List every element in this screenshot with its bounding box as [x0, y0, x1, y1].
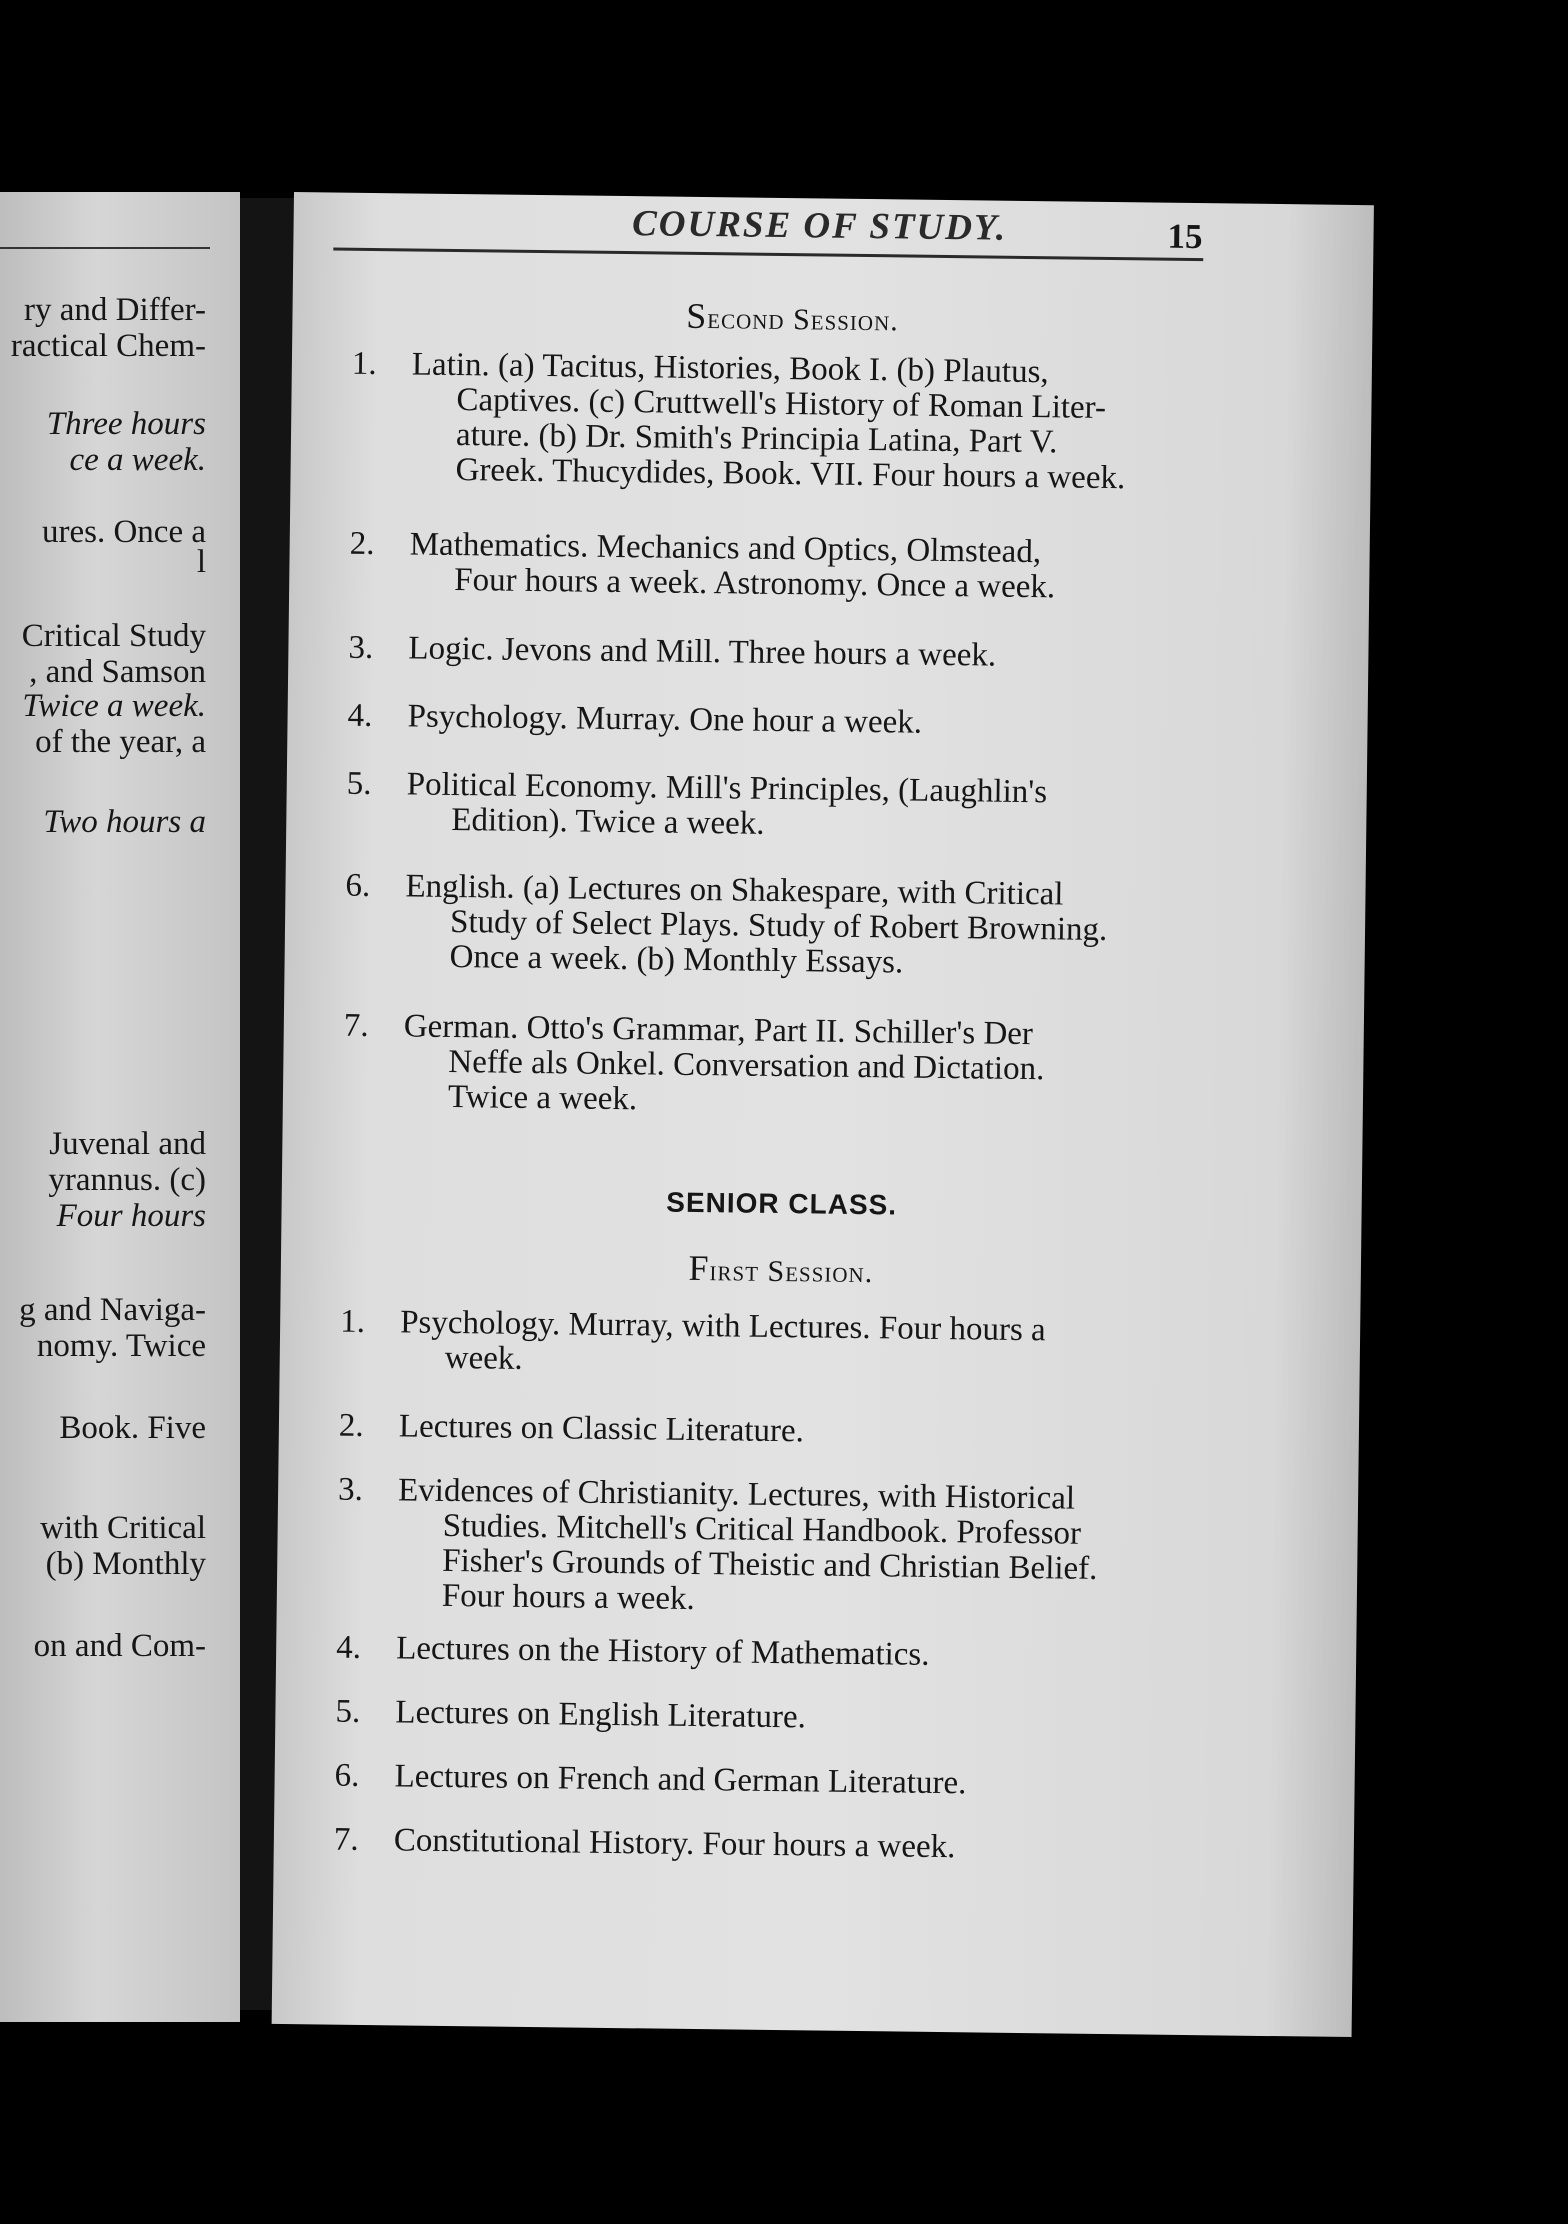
item-line: Fisher's Grounds of Theistic and Christian Belief.: [442, 1542, 1098, 1587]
list-item: [339, 1409, 1199, 1455]
item-first-line: Latin. (a) Tacitus, Histories, Book I. (b) Plautus,: [411, 346, 1049, 391]
item-first-line: Lectures on the History of Mathematics.: [395, 1630, 930, 1673]
header-rule: [333, 247, 1203, 261]
item-first-line: Lectures on French and German Literature.: [394, 1758, 967, 1802]
item-first-line: Lectures on English Literature.: [395, 1694, 807, 1736]
item-first-line: Logic. Jevons and Mill. Three hours a week.: [408, 630, 997, 674]
list-item: [334, 1823, 1194, 1869]
item-line: Four hours a week. Astronomy. Once a week.: [454, 561, 1056, 606]
item-line: Studies. Mitchell's Critical Handbook. Professor: [442, 1507, 1082, 1552]
left-line: , and Samson: [29, 654, 206, 690]
item-number: 3.: [337, 1471, 364, 1508]
item-first-line: Lectures on Classic Literature.: [398, 1408, 805, 1450]
item-line: week.: [444, 1339, 523, 1377]
item-first-line: Evidences of Christianity. Lectures, with Historical: [397, 1472, 1076, 1517]
item-number: 2.: [349, 525, 375, 563]
item-number: 2.: [338, 1407, 364, 1444]
item-first-line: Psychology. Murray, with Lectures. Four hours a: [399, 1304, 1046, 1349]
left-line: Juvenal and: [49, 1126, 206, 1162]
list-item: [349, 527, 1210, 608]
item-line: Greek. Thucydides, Book. VII. Four hours a week.: [455, 451, 1126, 497]
item-number: 5.: [335, 1693, 361, 1730]
item-line: Study of Select Plays. Study of Robert Browning.: [449, 903, 1108, 948]
item-first-line: Mathematics. Mechanics and Optics, Olmstead,: [409, 526, 1042, 571]
left-line: ures. Once a: [41, 514, 206, 550]
item-first-line: English. (a) Lectures on Shakespare, with Critical: [405, 868, 1064, 913]
list-item: [335, 1695, 1195, 1741]
list-item: [348, 631, 1208, 677]
second-session-heading: Second Session.: [685, 295, 899, 338]
left-line: with Critical: [40, 1510, 206, 1546]
item-first-line: Constitutional History. Four hours a week.: [393, 1822, 956, 1866]
list-item: [344, 869, 1205, 984]
list-item: [337, 1473, 1199, 1623]
list-item: [346, 767, 1207, 848]
left-line: on and Com-: [33, 1628, 206, 1664]
running-head: COURSE OF STUDY.: [631, 203, 1008, 249]
item-number: 7.: [343, 1007, 369, 1044]
left-line: Book. Five: [59, 1410, 206, 1446]
item-line: Four hours a week.: [441, 1577, 696, 1618]
item-number: 4.: [347, 697, 373, 734]
left-page-rule: [0, 247, 210, 249]
page-number: 15: [1167, 216, 1203, 257]
left-line: yrannus. (c): [48, 1162, 206, 1198]
item-number: 7.: [333, 1821, 359, 1858]
item-number: 4.: [335, 1629, 362, 1666]
item-line: Captives. (c) Cruttwell's History of Roman Liter-: [456, 382, 1107, 426]
left-line: Four hours: [56, 1198, 206, 1234]
senior-class-heading: SENIOR CLASS.: [666, 1186, 898, 1221]
first-session-heading: First Session.: [688, 1247, 874, 1290]
list-item: [343, 1009, 1204, 1124]
left-line: ractical Chem-: [10, 328, 206, 364]
item-line: Neffe als Onkel. Conversation and Dictation.: [448, 1043, 1045, 1088]
right-page: [272, 192, 1374, 2037]
item-number: 3.: [348, 629, 374, 667]
list-item: [334, 1759, 1194, 1805]
left-line: of the year, a: [35, 724, 206, 760]
list-item: [347, 699, 1207, 745]
left-line: Critical Study: [21, 618, 206, 654]
item-line: Twice a week.: [447, 1078, 638, 1118]
left-line: g and Naviga-: [19, 1292, 206, 1328]
left-line: Three hours: [46, 406, 206, 442]
left-line: (b) Monthly: [45, 1546, 206, 1582]
list-item: [350, 347, 1212, 497]
left-line: Two hours a: [43, 804, 206, 840]
item-number: 5.: [346, 765, 372, 802]
list-item: [340, 1305, 1201, 1386]
item-line: ature. (b) Dr. Smith's Principia Latina, Part V.: [455, 416, 1058, 461]
item-line: Edition). Twice a week.: [451, 801, 765, 842]
item-first-line: German. Otto's Grammar, Part II. Schiller's Der: [403, 1008, 1034, 1053]
left-line: ce a week.: [69, 442, 206, 478]
item-number: 6.: [334, 1757, 360, 1794]
item-number: 1.: [339, 1303, 366, 1340]
item-line: Once a week. (b) Monthly Essays.: [449, 938, 904, 981]
left-page-fragment: [0, 192, 240, 2022]
item-number: 6.: [345, 867, 371, 904]
item-first-line: Political Economy. Mill's Principles, (Laughlin's: [406, 766, 1048, 811]
item-first-line: Psychology. Murray. One hour a week.: [407, 698, 923, 741]
left-line: Twice a week.: [22, 688, 206, 724]
item-number: 1.: [351, 345, 377, 383]
left-line: l: [196, 544, 206, 580]
list-item: [336, 1631, 1196, 1677]
left-line: ry and Differ-: [24, 292, 206, 328]
left-line: nomy. Twice: [36, 1328, 206, 1364]
